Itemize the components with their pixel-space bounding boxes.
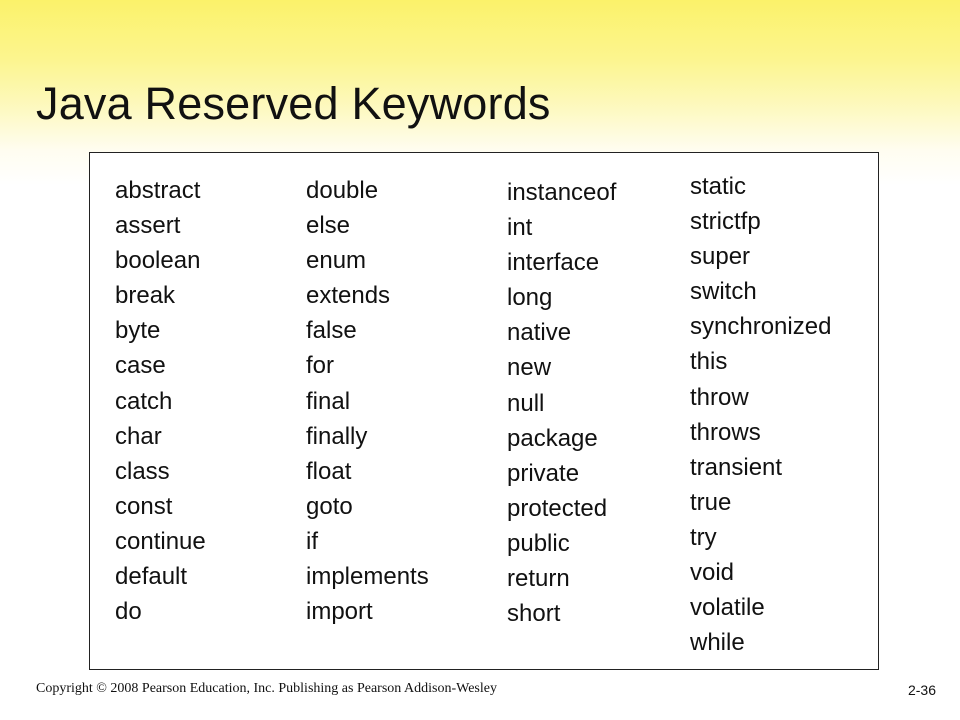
keyword: new (507, 354, 552, 382)
keyword: do (115, 598, 142, 626)
keyword: for (306, 352, 335, 380)
keyword: false (306, 317, 357, 345)
keyword: long (507, 284, 553, 312)
keyword: char (115, 422, 162, 450)
keyword: continue (115, 527, 206, 555)
copyright-notice: Copyright © 2008 Pearson Education, Inc. Publishing as Pearson Addison-Wesley (36, 681, 497, 696)
keyword-table (89, 152, 879, 670)
keyword: extends (306, 282, 391, 310)
keyword-column-4 (690, 169, 831, 660)
keyword: boolean (115, 247, 201, 275)
keyword-column-2 (306, 173, 429, 629)
keyword: static (690, 173, 747, 200)
keyword-column-1 (115, 173, 206, 629)
keyword: final (306, 387, 351, 415)
keyword: const (115, 492, 173, 520)
keyword: short (507, 600, 561, 628)
keyword: throws (690, 418, 761, 446)
keyword: this (690, 348, 728, 376)
keyword: private (507, 459, 580, 487)
keyword: enum (306, 247, 367, 275)
keyword: import (306, 598, 373, 626)
keyword: return (507, 565, 570, 593)
keyword: abstract (115, 177, 201, 204)
keyword: strictfp (690, 208, 761, 236)
keyword: transient (690, 453, 783, 481)
keyword: super (690, 243, 751, 271)
keyword: if (306, 527, 318, 555)
keyword: implements (306, 563, 429, 591)
keyword: finally (306, 422, 368, 450)
page-number: 2-36 (907, 682, 936, 698)
keyword: byte (115, 317, 161, 345)
keyword: package (507, 424, 598, 452)
keyword: null (507, 389, 545, 417)
keyword: public (507, 529, 570, 557)
keyword: true (690, 488, 732, 516)
keyword: synchronized (690, 313, 832, 341)
keyword: assert (115, 212, 181, 240)
keyword: float (306, 457, 352, 485)
keyword: instanceof (507, 179, 617, 206)
keyword: case (115, 352, 166, 380)
keyword: int (507, 214, 533, 242)
keyword: double (306, 177, 379, 204)
keyword: switch (690, 278, 757, 306)
slide-title: Java Reserved Keywords (36, 78, 551, 129)
keyword-column-3 (507, 175, 616, 631)
keyword: interface (507, 249, 600, 277)
keyword: goto (306, 492, 353, 520)
keyword: throw (690, 383, 749, 411)
keyword: else (306, 212, 351, 240)
keyword: class (115, 457, 170, 485)
keyword: default (115, 563, 188, 591)
keyword: break (115, 282, 176, 310)
keyword: native (507, 319, 572, 347)
keyword: protected (507, 494, 608, 522)
keyword: void (690, 559, 735, 587)
keyword: volatile (690, 594, 765, 622)
keyword: while (690, 629, 745, 657)
keyword: catch (115, 387, 173, 415)
keyword: try (690, 523, 717, 551)
